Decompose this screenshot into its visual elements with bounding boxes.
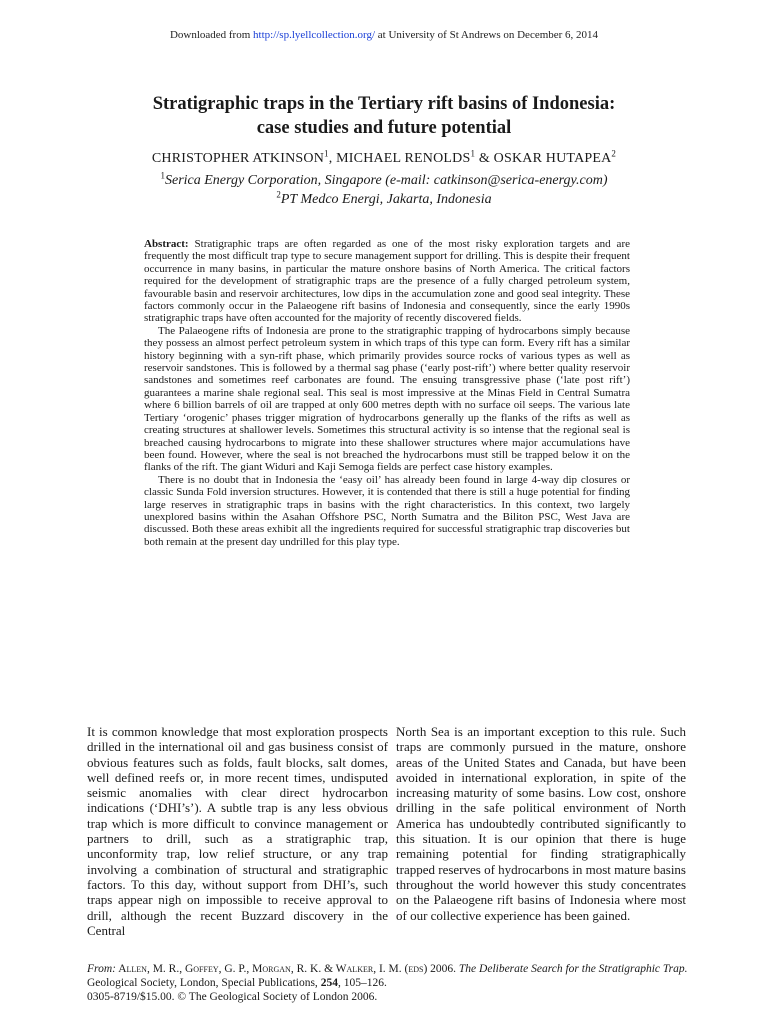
- title-line-1: Stratigraphic traps in the Tertiary rift basins of Indonesia:: [152, 94, 616, 114]
- author-3: OSKAR HUTAPEA: [493, 151, 612, 166]
- copyright: 0305-8719/$15.00. © The Geological Society of London 2006.: [87, 991, 378, 1003]
- title-line-2: case studies and future potential: [256, 118, 512, 138]
- affiliation-1-sup: 1: [160, 170, 165, 181]
- download-notice: [0, 29, 768, 41]
- author-3-sup: 2: [611, 148, 617, 159]
- body-right-text: North Sea is an important exception to this rule. Such traps are commonly pursued in the mature, onshore areas of the United States and Canada, but have been avoided in international exploration, in spite of the increasing maturity of some basins. Low cost, onshore drilling in the safe political environment of North America has undoubtedly contributed significantly to this situation. It is our opinion that there is huge remaining potential for finding stratigraphically trapped reserves of hydrocarbons in most mature basins throughout the world however this study concentrates on the Palaeogene rift basins of Indonesia where most of our collective experience has been gained.: [396, 724, 686, 923]
- author-sep-1: ,: [328, 151, 337, 166]
- paper-title: [60, 92, 708, 140]
- from-label: From:: [87, 963, 116, 975]
- pages: , 105–126.: [337, 977, 387, 989]
- citation-footer: [87, 962, 697, 1004]
- author-2-sup: 1: [470, 148, 476, 159]
- affiliation-1: [60, 170, 708, 189]
- editors: Allen, M. R., Goffey, G. P., Morgan, R. K. & Walker, I. M. (eds) 2006.: [115, 963, 459, 975]
- body-column-right: [396, 724, 686, 923]
- author-1: CHRISTOPHER ATKINSON: [151, 151, 325, 166]
- body-left-text: It is common knowledge that most exploration prospects drilled in the international oil and gas business consist of obvious features such as folds, fault blocks, salt domes, well defined reefs or, in more recent times, undisputed seismic anomalies with clear direct hydrocarbon indications (‘DHI’s’). A subtle trap is any less obvious trap which is more difficult to convince management or partners to drill, such as a stratigraphic trap, unconformity trap, low relief structure, or any trap involving a combination of structural and stratigraphic factors. To this day, without support from DHI’s, such traps appear nigh on impossible to receive approval to drill, although the recent Buzzard discovery in the Central: [87, 724, 388, 938]
- affiliation-1-text: Serica Energy Corporation, Singapore (e-mail: catkinson@serica-energy.com): [164, 173, 608, 188]
- body-column-left: [87, 724, 388, 938]
- abstract-p1-text: Stratigraphic traps are often regarded as one of the most risky exploration targets and are frequently the most difficult trap type to secure management support for drilling. This is despite their frequent occurrence in many basins, in particular the mature onshore basins of North America. The critical factors required for the development of stratigraphic traps are the presence of a fully charged petroleum system, favourable basin and reservoir architectures, low dips in the accumulation zone and good seal integrity. These factors commonly occur in the Palaeogene rift basins of Indonesia and consequently, since the early 1990s stratigraphic traps have often accounted for the majority of recently discovered fields.: [144, 238, 630, 325]
- book-title: The Deliberate Search for the Stratigraphic Trap.: [458, 963, 688, 975]
- author-sep-2: &: [475, 151, 494, 166]
- affiliation-2: [60, 189, 708, 208]
- abstract-paragraph-2: The Palaeogene rifts of Indonesia are prone to the stratigraphic trapping of hydrocarbons simply because they possess an almost perfect petroleum system in which traps of this type can form. Every rift has a similar history beginning with a syn-rift phase, which primarily provides source rocks of various types as well as reservoir sandstones. This is followed by a thermal sag phase (‘early post-rift’) where better quality reservoir sandstones and sometimes reef carbonates are found. The ensuing transgressive phase (‘late post rift’) guarantees a marine shale regional seal. This seal is most impressive at the Minas Field in Central Sumatra where 6 billion barrels of oil are trapped at only 600 metres depth with no surface oil seeps. The various late Tertiary ‘orogenic’ phases trigger migration of hydrocarbons generally up the flanks of the rifts as well as creating structures at shallower levels. Sometimes this structural activity is so intense that the regional seal is breached causing hydrocarbons to migrate into these shallower structures where major accumulations have been found. However, where the seal is not breached the hydrocarbons must still be trapped below it on the flanks of the rift. The giant Widuri and Kaji Semoga fields are perfect case history examples.: [144, 324, 630, 474]
- author-list: [60, 148, 708, 167]
- author-1-sup: 1: [324, 148, 329, 159]
- download-link[interactable]: http://sp.lyellcollection.org/: [253, 29, 376, 41]
- download-prefix: Downloaded from: [169, 29, 251, 41]
- publisher: Geological Society, London, Special Publications,: [87, 977, 321, 989]
- download-suffix: at University of St Andrews on December 6, 2014: [377, 29, 599, 41]
- abstract-label: Abstract:: [144, 238, 189, 250]
- abstract-paragraph-3: There is no doubt that in Indonesia the ‘easy oil’ has already been found in large 4-way dip closures or classic Sunda Fold inversion structures. However, it is contended that there is still a huge potential for finding large reserves in stratigraphic traps in basins with the right characteristics. In this context, two largely unexplored basins within the Asahan Offshore PSC, North Sumatra and the Biliton PSC, West Java are discussed. Both these areas exhibit all the ingredients required for successful stratigraphic trap discoveries but both remain at the present day undrilled for this play type.: [144, 473, 630, 548]
- affiliation-2-sup: 2: [276, 189, 281, 200]
- author-2: MICHAEL RENOLDS: [336, 151, 471, 166]
- abstract: [144, 238, 630, 548]
- abstract-paragraph-1: [144, 238, 630, 325]
- volume: 254: [320, 977, 338, 989]
- affiliation-2-text: PT Medco Energi, Jakarta, Indonesia: [280, 192, 492, 207]
